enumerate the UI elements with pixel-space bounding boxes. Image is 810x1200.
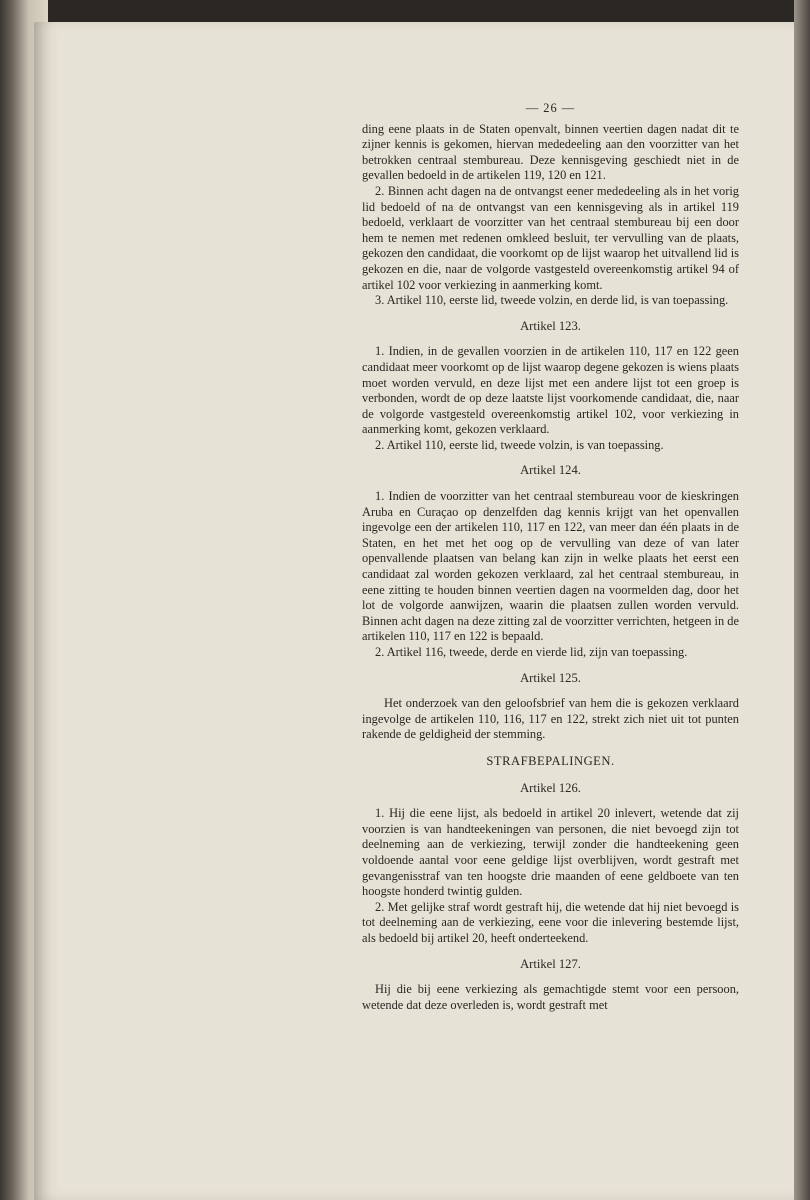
article-heading: Artikel 127. [520, 956, 581, 971]
paragraph: 3. Artikel 110, eerste lid, tweede volzin, en derde lid, is van toepassing. [375, 293, 729, 308]
paragraph: 1. Indien, in de gevallen voorzien in de artikelen 110, 117 en 122 geen candidaat meer voorkomt op de lijst waarop degene gekozen is wiens plaats moet worden vervuld, en deze lijst met een andere lijst tot een groep is verbonden, wordt de op deze laatste lijst voorkomende candidaat, die, naar de volgorde vastgesteld overeenkomstig artikel 102, voor verkiezing in aanmerking komt, gekozen verklaard. [362, 344, 739, 437]
page-right-edge [794, 0, 810, 1200]
article-heading: Artikel 125. [520, 670, 581, 685]
paragraph: 1. Hij die eene lijst, als bedoeld in artikel 20 inlevert, wetende dat zij voorzien is van handteekeningen van personen, die niet bevoegd zijn tot deelneming aan de verkiezing, terwijl zonder die handteekening geen voldoende aantal voor eene geldige lijst overblijven, wordt gestraft met gevangenisstraf van ten hoogste drie maanden of eene geldboete van ten hoogste honderd twintig gulden. [362, 806, 739, 899]
page-number: — 26 — [525, 101, 576, 115]
article-heading: Artikel 126. [520, 780, 581, 795]
paragraph: Het onderzoek van den geloofsbrief van hem die is gekozen verklaard ingevolge de artikelen 110, 116, 117 en 122, strekt zich niet uit tot punten rakende de geldigheid der stemming. [362, 696, 739, 742]
paragraph: 1. Indien de voorzitter van het centraal stembureau voor de kieskringen Aruba en Curaçao op denzelfden dag kennis krijgt van het openvallen ingevolge een der artikelen 110, 117 en 122, van meer dan één plaats in de Staten, en het met het oog op de vervulling van deze of van later openvallende plaatsen van belang kan zijn in welke plaats het eerst een candidaat zal worden gekozen verklaard, zal het centraal stembureau, in eene zitting te houden binnen veertien dagen na voormelden dag, door het lot de volgorde aanwijzen, waarin die plaatsen zullen worden vervuld. Binnen acht dagen na deze zitting zal de voorzitter verrichten, hetgeen in de artikelen 110, 117 en 122 is bepaald. [362, 489, 739, 644]
paragraph: 2. Artikel 116, tweede, derde en vierde lid, zijn van toepassing. [375, 645, 688, 659]
paragraph: 2. Met gelijke straf wordt gestraft hij, die wetende dat hij niet bevoegd is tot deelneming aan de verkiezing, eene voor die inlevering bestemde lijst, als bedoeld bij artikel 20, heeft onderteekend. [362, 899, 739, 945]
article-heading: STRAFBEPALINGEN. [486, 753, 615, 768]
article-heading: Artikel 124. [520, 463, 581, 478]
article-text-flow [362, 122, 739, 1014]
paragraph: ding eene plaats in de Staten openvalt, binnen veertien dagen nadat dit te zijner kennis is gekomen, hiervan mededeeling aan den voorzitter van het betrokken centraal stembureau. Deze kennisgeving geschiedt niet in de gevallen bedoeld in de artikelen 119, 120 en 121. [362, 121, 739, 183]
article-heading: Artikel 123. [520, 318, 581, 333]
paragraph: Hij die bij eene verkiezing als gemachtigde stemt voor een persoon, wetende dat deze overleden is, wordt gestraft met [362, 982, 739, 1012]
paragraph: 2. Binnen acht dagen na de ontvangst eener mededeeling als in het vorig lid bedoeld of na de ontvangst van een kennisgeving als in artikel 119 bedoeld, verklaart de voorzitter van het centraal stembureau bij een door hem te nemen met redenen omkleed besluit, ter vervulling van de plaats, gekozen den candidaat, die voorkomt op de lijst waarop het uitvallend lid is gekozen en die, naar de volgorde vastgesteld overeenkomstig artikel 94 of artikel 102 voor verkiezing in aanmerking komt. [362, 183, 739, 292]
text-column [362, 101, 739, 1013]
paragraph: 2. Artikel 110, eerste lid, tweede volzin, is van toepassing. [375, 437, 664, 452]
